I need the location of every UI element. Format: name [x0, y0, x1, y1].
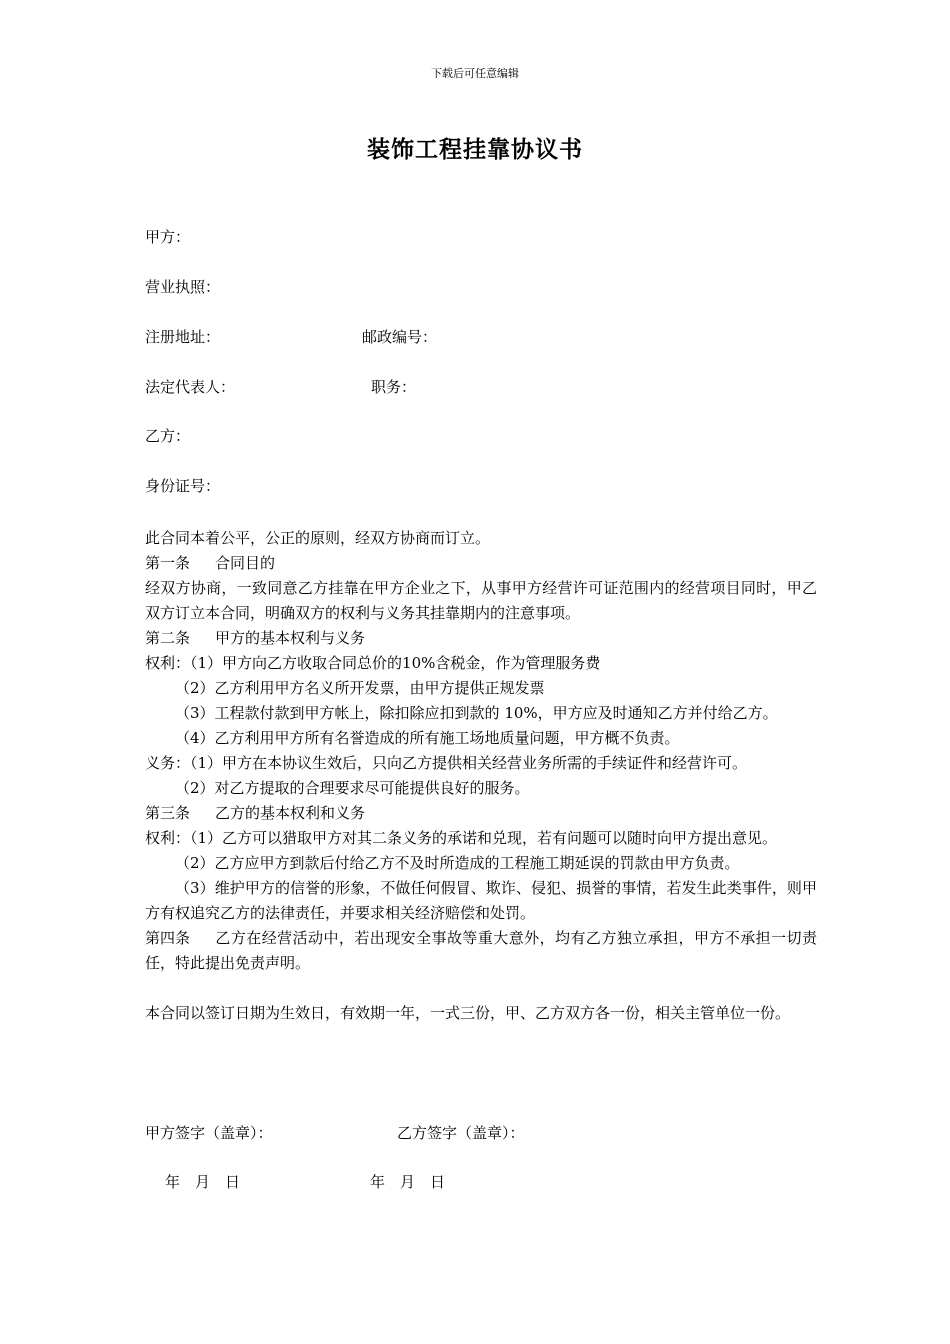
- party-b-label: 乙方：: [145, 427, 191, 445]
- article-2-rights-4: （4）乙方利用甲方所有名誉造成的所有施工场地质量问题，甲方概不负责。: [175, 729, 680, 747]
- article-number: 第一条: [145, 554, 191, 572]
- article-number: 第三条: [145, 804, 191, 822]
- party-b-signature-label: 乙方签字（盖章）：: [397, 1124, 525, 1142]
- address-row: [145, 328, 545, 346]
- business-license-label: 营业执照：: [145, 278, 221, 296]
- id-number-field: [145, 477, 220, 495]
- article-4-text: 乙方在经营活动中，若出现安全事故等重大意外，均有乙方独立承担，甲方不承担一切责任，特此提出免责声明。: [145, 929, 817, 972]
- party-a-label: 甲方：: [145, 228, 191, 246]
- article-1-text: 经双方协商，一致同意乙方挂靠在甲方企业之下，从事甲方经营许可证范围内的经营项目同时，甲乙双方订立本合同，明确双方的权利与义务其挂靠期内的注意事项。: [145, 579, 817, 622]
- party-b-field: [145, 427, 190, 445]
- document-title: 装饰工程挂靠协议书: [367, 136, 583, 163]
- article-heading: 甲方的基本权利与义务: [215, 629, 366, 647]
- header-note: 下载后可任意编辑: [431, 67, 519, 80]
- article-3-rights-2: （2）乙方应甲方到款后付给乙方不及时所造成的工程施工期延误的罚款由甲方负责。: [175, 854, 740, 872]
- legal-representative-label: 法定代表人：: [145, 378, 236, 396]
- party-b-date: 年 月 日: [370, 1173, 446, 1191]
- article-number: 第二条: [145, 629, 191, 647]
- contract-body: [145, 526, 817, 1026]
- date-row: [165, 1173, 565, 1191]
- article-heading: 乙方的基本权利和义务: [215, 804, 366, 822]
- id-number-label: 身份证号：: [145, 477, 221, 495]
- signature-row: [145, 1124, 645, 1142]
- representative-row: [145, 378, 545, 396]
- article-2-duties-2: （2）对乙方提取的合理要求尽可能提供良好的服务。: [175, 779, 530, 797]
- position-label: 职务：: [371, 378, 417, 396]
- article-2-rights-3: （3）工程款付款到甲方帐上，除扣除应扣到款的 10%，甲方应及时通知乙方并付给乙方。: [175, 704, 778, 722]
- intro-paragraph: 此合同本着公平，公正的原则，经双方协商而订立。: [145, 529, 491, 547]
- article-3-rights-3: （3）维护甲方的信誉的形象，不做任何假冒、欺诈、侵犯、损誉的事情，若发生此类事件，则甲方有权追究乙方的法律责任，并要求相关经济赔偿和处罚。: [145, 879, 817, 922]
- party-a-signature-label: 甲方签字（盖章）：: [145, 1124, 273, 1142]
- article-2-rights-2: （2）乙方利用甲方名义所开发票，由甲方提供正规发票: [175, 679, 545, 697]
- article-2-duties-1: 义务：（1）甲方在本协议生效后，只向乙方提供相关经营业务所需的手续证件和经营许可。: [145, 754, 748, 772]
- party-a-field: [145, 228, 190, 246]
- article-1-heading: [145, 551, 817, 576]
- article-3-heading: [145, 801, 817, 826]
- article-3-rights-1: 权利：（1）乙方可以猎取甲方对其二条义务的承诺和兑现，若有问题可以随时向甲方提出意见。: [145, 829, 778, 847]
- article-heading: 合同目的: [215, 554, 276, 572]
- registered-address-label: 注册地址：: [145, 328, 221, 346]
- party-a-date: 年 月 日: [165, 1173, 241, 1191]
- article-2-rights-1: 权利：（1）甲方向乙方收取合同总价的10%含税金，作为管理服务费: [145, 654, 601, 672]
- effective-paragraph: 本合同以签订日期为生效日，有效期一年，一式三份，甲、乙方双方各一份，相关主管单位一份。: [145, 1004, 791, 1022]
- article-4-paragraph: [145, 926, 817, 976]
- article-number: 第四条: [145, 929, 191, 947]
- business-license-field: [145, 278, 220, 296]
- postal-code-label: 邮政编号：: [362, 328, 438, 346]
- article-2-heading: [145, 626, 817, 651]
